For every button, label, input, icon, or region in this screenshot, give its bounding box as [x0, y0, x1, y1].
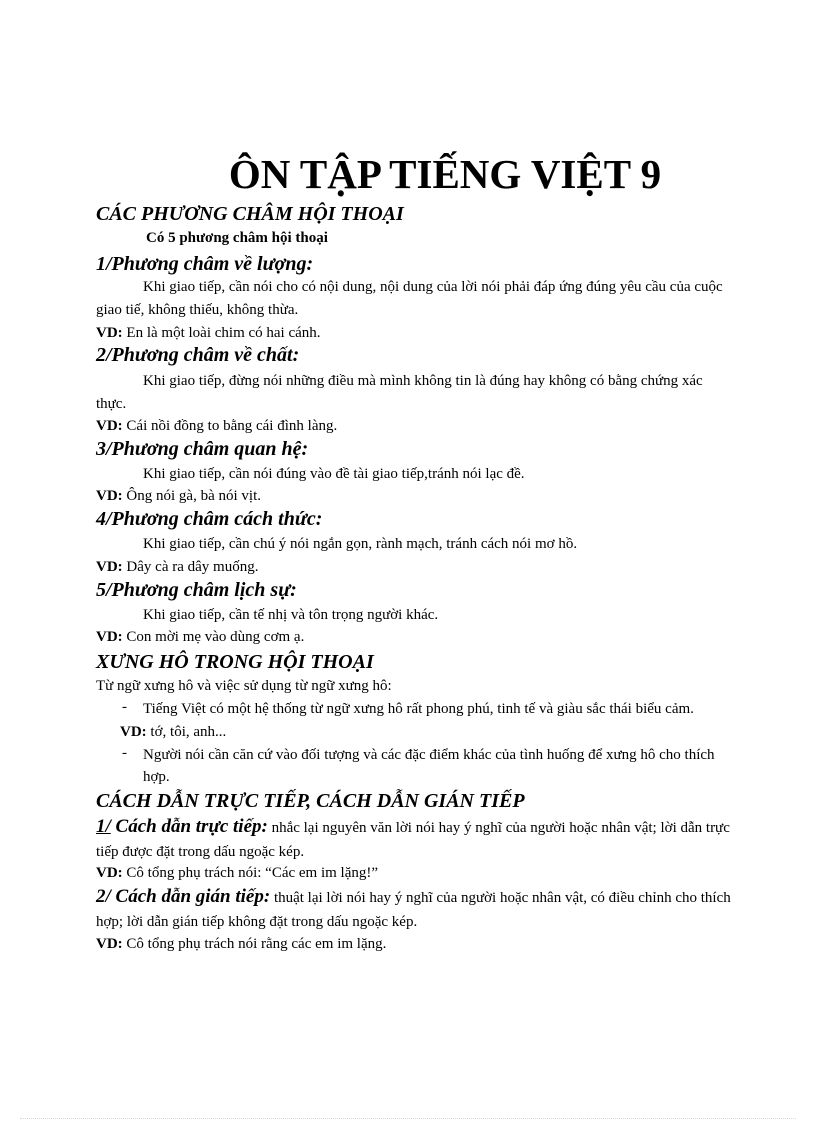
example-label: VD:: [96, 865, 123, 881]
example-label: VD:: [96, 629, 123, 645]
example-label: VD:: [96, 488, 123, 504]
example-text: Con mời mẹ vào dùng cơm ạ.: [122, 629, 305, 645]
example-label: VD:: [96, 325, 123, 341]
body-text: Khi giao tiếp, cần tế nhị và tôn trọng người khác.: [143, 607, 439, 623]
example-label: VD:: [96, 418, 123, 434]
bullet-dash: -: [122, 745, 127, 761]
item-heading-chat: 2/Phương châm về chất:: [96, 344, 300, 366]
example-label: VD:: [96, 936, 123, 952]
body-text: giao tiế, không thiếu, không thừa.: [96, 302, 299, 318]
bullet-dash: -: [122, 699, 127, 715]
item-heading-cach-thuc: 4/Phương châm cách thức:: [96, 508, 323, 530]
bullet-text: hợp.: [143, 769, 170, 785]
item-number: 1/: [96, 816, 111, 837]
example-line: [120, 723, 226, 741]
example-line: [96, 864, 378, 882]
bullet-text: Người nói cần căn cứ vào đối tượng và các đặc điểm khác của tình huống để xưng hô cho thích: [143, 747, 715, 763]
section-heading-xung-ho: XƯNG HÔ TRONG HỘI THOẠI: [96, 651, 374, 673]
item-heading-quan-he: 3/Phương châm quan hệ:: [96, 438, 309, 460]
body-text: Khi giao tiếp, cần nói đúng vào đề tài giao tiếp,tránh nói lạc đề.: [143, 466, 525, 482]
body-text: thực.: [96, 396, 127, 412]
item-heading-lich-su: 5/Phương châm lịch sự:: [96, 579, 297, 601]
section-intro: Từ ngữ xưng hô và việc sử dụng từ ngữ xưng hô:: [96, 678, 392, 694]
example-line: [96, 935, 386, 953]
item-label: 2/ Cách dẫn gián tiếp:: [96, 886, 271, 907]
indirect-speech-line: [96, 888, 731, 907]
example-text: Dây cà ra dây muống.: [122, 559, 259, 575]
body-text: hợp; lời dẫn gián tiếp không đặt trong dấu ngoặc kép.: [96, 914, 418, 930]
body-text: Khi giao tiếp, cần nói cho có nội dung, nội dung của lời nói phải đáp ứng đúng yêu cầu của cuộc: [143, 279, 723, 295]
example-line: [96, 628, 304, 646]
example-line: [96, 324, 321, 342]
example-text: Cô tổng phụ trách nói rằng các em im lặng.: [122, 936, 387, 952]
example-text: Cái nồi đồng to bằng cái đình làng.: [122, 418, 338, 434]
example-label: VD:: [120, 724, 147, 740]
example-text: Cô tổng phụ trách nói: “Các em im lặng!”: [122, 865, 379, 881]
item-text: nhắc lại nguyên văn lời nói hay ý nghĩ của người hoặc nhân vật; lời dẫn trực: [267, 820, 730, 836]
example-text: Ông nói gà, bà nói vịt.: [122, 488, 261, 504]
section-intro: Có 5 phương châm hội thoại: [146, 230, 328, 246]
body-text: Khi giao tiếp, cần chú ý nói ngắn gọn, rành mạch, tránh cách nói mơ hồ.: [143, 536, 578, 552]
direct-speech-line: [96, 818, 730, 837]
example-line: [96, 487, 261, 505]
section-heading-phuong-cham: CÁC PHƯƠNG CHÂM HỘI THOẠI: [96, 203, 404, 225]
page-bottom-divider: [20, 1118, 796, 1119]
body-text: tiếp được đặt trong dấu ngoặc kép.: [96, 844, 305, 860]
example-text: tớ, tôi, anh...: [146, 724, 227, 740]
example-line: [96, 417, 337, 435]
bullet-text: Tiếng Việt có một hệ thống từ ngữ xưng hô rất phong phú, tinh tế và giàu sắc thái biểu cảm.: [143, 701, 694, 717]
item-heading-luong: 1/Phương châm về lượng:: [96, 253, 314, 275]
example-label: VD:: [96, 559, 123, 575]
section-heading-cach-dan: CÁCH DẪN TRỰC TIẾP, CÁCH DẪN GIÁN TIẾP: [96, 790, 525, 812]
example-text: En là một loài chim có hai cánh.: [122, 325, 321, 341]
page-title: ÔN TẬP TIẾNG VIỆT 9: [228, 151, 662, 197]
example-line: [96, 558, 258, 576]
body-text: Khi giao tiếp, đừng nói những điều mà mình không tin là đúng hay không có bằng chứng xác: [143, 373, 703, 389]
item-text: thuật lại lời nói hay ý nghĩ của người hoặc nhân vật, có điều chỉnh cho thích: [270, 890, 731, 906]
item-label: Cách dẫn trực tiếp:: [110, 816, 268, 837]
